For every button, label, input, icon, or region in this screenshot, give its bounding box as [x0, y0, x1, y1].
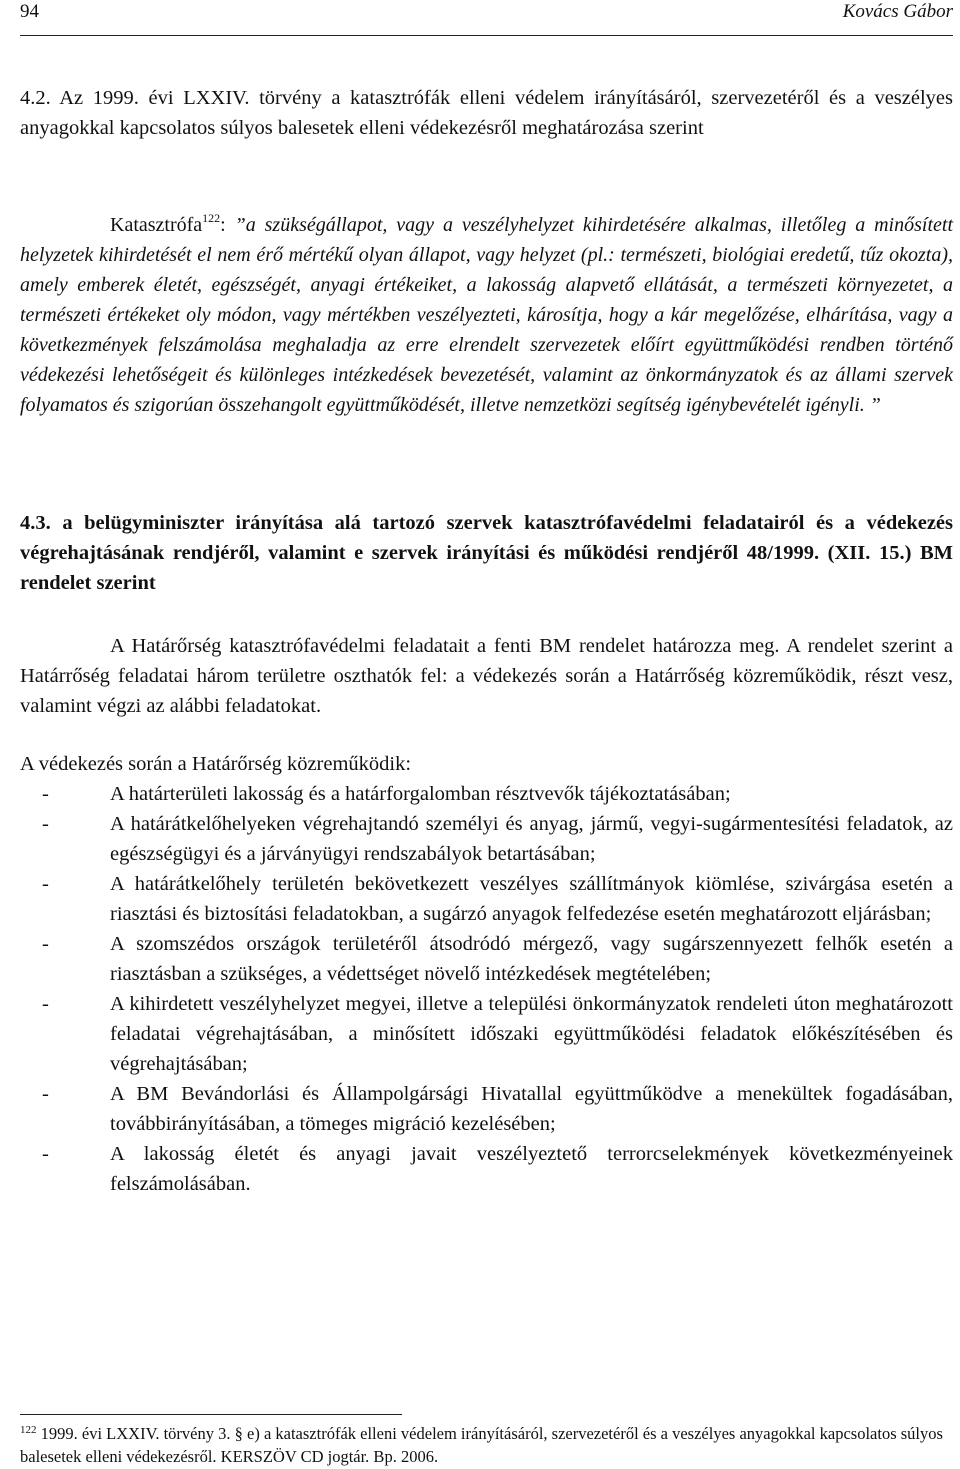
- list-item-text: A BM Bevándorlási és Állampolgársági Hivatallal együttműködve a menekültek fogadásában, továbbirányításában, a tömeges migráció kezelésében;: [110, 1083, 953, 1135]
- footnote-text: 1999. évi LXXIV. törvény 3. § e) a katasztrófák elleni védelem irányításáról, szervezetéről és a veszélyes anyagokkal kapcsolatos súlyos balesetek elleni védekezésről. KERSZÖV CD jogtár. Bp. 2006.: [20, 1424, 943, 1466]
- page-number: 94: [20, 1, 39, 22]
- section-4-3-title: 4.3. a belügyminiszter irányítása alá tartozó szervek katasztrófavédelmi feladatairól és a védekezés végrehajtásának rendjéről, valamint e szervek irányítási és működési rendjéről 48/1999. (XII. 15.) BM rendelet szerint: [20, 512, 953, 594]
- header-rule: [20, 35, 953, 36]
- footnote-122: [20, 1419, 953, 1468]
- list-item-text: A lakosság életét és anyagi javait veszélyeztető terrorcselekmények következményeinek felszámolásában.: [110, 1143, 953, 1195]
- definition-text: ”a szükségállapot, vagy a veszélyhelyzet kihirdetésére alkalmas, illetőleg a minősített helyzetek kihirdetését el nem érő mértékű olyan állapot, vagy helyzet (pl.: természeti, biológiai eredetű, tűz okozta), amely emberek életét, egészségét, anyagi értékeiket, a lakosság alapvető ellátását, a természeti környezetet, a természeti értékeket oly módon, vagy mértékben veszélyezteti, károsítja, hogy a kár megelőzése, elhárítása, vagy a következmények felszámolása meghaladja az erre elrendelt szervezetek előírt együttműködési rendben történő védekezési lehetőségeit és különleges intézkedések bevezetését, valamint az önkormányzatok és az állami szervek folyamatos és szigorúan összehangolt együttműködését, illetve nemzetközi segítség igénybevételét igényli. ”: [20, 214, 953, 416]
- footnote-rule: [20, 1414, 402, 1415]
- document-page: [20, 0, 953, 1466]
- list-item: [20, 989, 953, 1079]
- list-item: [20, 869, 953, 929]
- list-dash: -: [42, 873, 49, 895]
- list-dash: -: [42, 993, 49, 1015]
- list-item: [20, 1079, 953, 1139]
- section-4-3-paragraph: A Határőrség katasztrófavédelmi feladatait a fenti BM rendelet határozza meg. A rendelet szerint a Határrőség feladatai három területre oszthatók fel: a védekezés során a Határrőség közreműködik, részt vesz, valamint végzi az alábbi feladatokat.: [20, 635, 953, 717]
- running-header: [20, 0, 953, 36]
- list-item-text: A határátkelőhelyeken végrehajtandó személyi és anyag, jármű, vegyi-sugármentesítési feladatok, az egészségügyi és a járványügyi rendszabályok betartásában;: [110, 813, 953, 865]
- footnote-ref-122[interactable]: 122: [202, 211, 221, 225]
- list-item: [20, 1139, 953, 1199]
- list-item-text: A határterületi lakosság és a határforgalomban résztvevők tájékoztatásában;: [110, 783, 731, 805]
- running-author: Kovács Gábor: [842, 1, 953, 22]
- list-dash: -: [42, 813, 49, 835]
- definition-term: Katasztrófa: [110, 214, 203, 236]
- list-item-text: A határátkelőhely területén bekövetkezett veszélyes szállítmányok kiömlése, szivárgása esetén a riasztási és biztosítási feladatokban, a sugárzó anyagok felfedezése esetén meghatározott eljárásban;: [110, 873, 953, 925]
- list-item-text: A szomszédos országok területéről átsodródó mérgező, vagy sugárszennyezett felhők esetén a riasztásban a szükséges, a védettséget növelő intézkedések megtételében;: [110, 933, 953, 985]
- list-dash: -: [42, 933, 49, 955]
- list-dash: -: [42, 783, 49, 805]
- list-item: [20, 929, 953, 989]
- section-4-2-title: 4.2. Az 1999. évi LXXIV. törvény a katasztrófák elleni védelem irányításáról, szervezetéről és a veszélyes anyagokkal kapcsolatos súlyos balesetek elleni védekezésről meghatározása szerint: [20, 87, 953, 139]
- definition-colon: :: [220, 214, 235, 236]
- duty-list: [20, 779, 953, 1199]
- list-item-text: A kihirdetett veszélyhelyzet megyei, illetve a települési önkormányzatok rendeleti úton meghatározott feladatai végrehajtásában, a minősített időszaki együttműködési feladatok előkészítésében és végrehajtásában;: [110, 993, 953, 1075]
- katasztrofa-definition: [20, 203, 953, 420]
- list-dash: -: [42, 1083, 49, 1105]
- list-dash: -: [42, 1143, 49, 1165]
- list-item: [20, 809, 953, 869]
- list-intro: A védekezés során a Határőrség közreműködik:: [20, 753, 412, 775]
- list-item: [20, 779, 953, 809]
- footnote-number: 122: [20, 1424, 37, 1436]
